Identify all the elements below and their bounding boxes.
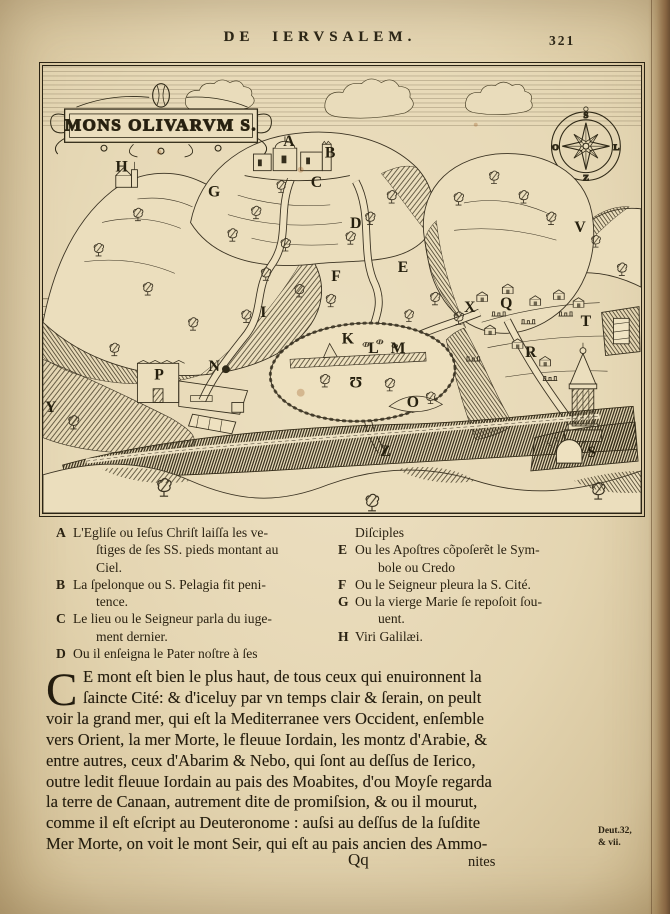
- compass-letter-w: O: [551, 142, 559, 153]
- map-frame: [42, 65, 642, 514]
- map-label-H: H: [115, 158, 128, 176]
- legend-text: Ou il enſeigna le Pater noſtre à ſes: [73, 646, 258, 662]
- body-line: la terre de Canaan, autrement dite de promiſsion, & ou il mourut,: [46, 792, 478, 812]
- legend-letter: F: [338, 576, 347, 592]
- legend-item: [338, 576, 640, 593]
- legend-letter: E: [338, 542, 348, 558]
- running-header: DE IERVSALEM.: [223, 29, 417, 45]
- map-label-B: B: [324, 144, 336, 162]
- legend-text: Ou les Apoſtres cõpoſerẽt le Sym- bole ou Credo: [355, 542, 540, 575]
- body-line: vers Orient, la mer Morte, le fleuue Iordain, les montz d'Arabie, &: [46, 729, 488, 749]
- map-label-I: I: [260, 304, 267, 322]
- body-line: ſaincte Cité: & d'iceluy par vn temps clair & ſerain, on peult: [83, 687, 482, 707]
- legend-item: [56, 576, 342, 611]
- legend-text: Ou le Seigneur pleura la S. Cité.: [355, 576, 531, 592]
- map-label-R: R: [525, 344, 537, 362]
- map-label-Z: Z: [380, 442, 391, 460]
- compass-letter-e: L: [613, 142, 620, 153]
- legend-item: [56, 610, 342, 645]
- legend-letter: A: [56, 525, 66, 540]
- compass-letter-s: Z: [582, 172, 589, 183]
- legend-text: L'Egliſe ou Ieſus Chriſt laiſſa les ve- ſtiges de ſes SS. pieds montant au Ciel.: [73, 525, 279, 575]
- legend-column-left: [56, 524, 342, 662]
- map-label-O: O: [406, 394, 419, 412]
- cartouche-title: MONS OLIVARVM S.: [64, 115, 258, 135]
- page-number: 321: [549, 33, 576, 48]
- drop-cap: C: [46, 664, 78, 716]
- signature-mark: Qq: [348, 850, 369, 869]
- body-line: entre autres, ceux d'Abarim & Nebo, qui ſont au deſſus de Ierico,: [46, 750, 476, 770]
- map-label-Q: Q: [500, 295, 513, 313]
- body-line: E mont eſt bien le plus haut, de tous ceux qui enuironnent la: [83, 667, 482, 686]
- legend-item: [338, 541, 640, 576]
- map-label-Y: Y: [45, 398, 57, 416]
- map-label-P: P: [154, 366, 164, 384]
- legend-text: Le lieu ou le Seigneur parla du iuge- ment dernier.: [73, 611, 272, 644]
- catchword: nites: [468, 854, 496, 870]
- margin-note-line: Deut.32,: [598, 826, 632, 836]
- legend-column-right: [338, 524, 640, 645]
- map-label-S: S: [587, 443, 597, 461]
- legend-text: Ou la vierge Marie ſe repoſoit ſou- uent.: [355, 594, 542, 627]
- body-line: Mer Morte, on voit le mont Seir, qui eſt au pais ancien des Ammo-: [46, 834, 488, 854]
- map-label-E: E: [397, 259, 409, 277]
- map-label-M: M: [390, 340, 406, 358]
- legend-item: [338, 628, 640, 645]
- map-label-L: L: [368, 340, 379, 358]
- map-label-C: C: [310, 173, 323, 191]
- map-scene: [43, 66, 641, 513]
- legend-text: La ſpelonque ou S. Pelagia fit peni- tence.: [73, 576, 266, 610]
- map-label-A: A: [283, 132, 295, 150]
- legend-item: [338, 524, 640, 541]
- body-line: voir la grand mer, qui eſt la Mediterranee vers Occident, enſemble: [46, 708, 484, 728]
- n-marker-dot: [222, 365, 230, 373]
- legend-letter: G: [338, 594, 349, 610]
- map-label-D: D: [350, 215, 362, 233]
- legend-letter: H: [338, 628, 349, 644]
- legend-text: Viri Galilæi.: [355, 628, 423, 644]
- map-label-V: V: [574, 218, 586, 236]
- body-line: comme il eſt eſcript au Deuteronome : auſsi au deſſus de la ſuſdite: [46, 813, 481, 833]
- map-label-T: T: [580, 312, 592, 330]
- body-paragraph: [46, 664, 626, 855]
- map-label-X: X: [464, 299, 476, 317]
- margin-note-line: & vii.: [598, 837, 621, 848]
- map-label-K: K: [341, 330, 355, 348]
- body-lines: [46, 664, 626, 855]
- compass-letter-n: S: [583, 109, 589, 120]
- legend-letter: [338, 524, 355, 541]
- legend-letter: D: [56, 646, 66, 662]
- legend-item: [56, 645, 342, 662]
- legend-item: [56, 524, 342, 576]
- legend-letter: C: [56, 611, 66, 627]
- legend-item: [338, 593, 640, 628]
- map-label-N: N: [208, 357, 220, 375]
- page-edge: [648, 0, 670, 914]
- map-label-F: F: [331, 267, 341, 285]
- body-line: outre ledit fleuue Iordain au pais des Moabites, d'ou Moyſe regarda: [46, 771, 492, 791]
- legend-letter: B: [56, 576, 66, 592]
- map-label-Ʊ: Ʊ: [349, 374, 363, 392]
- map-engraving: [39, 62, 645, 517]
- map-label-G: G: [208, 183, 221, 201]
- legend-text: Diſciples: [355, 525, 405, 540]
